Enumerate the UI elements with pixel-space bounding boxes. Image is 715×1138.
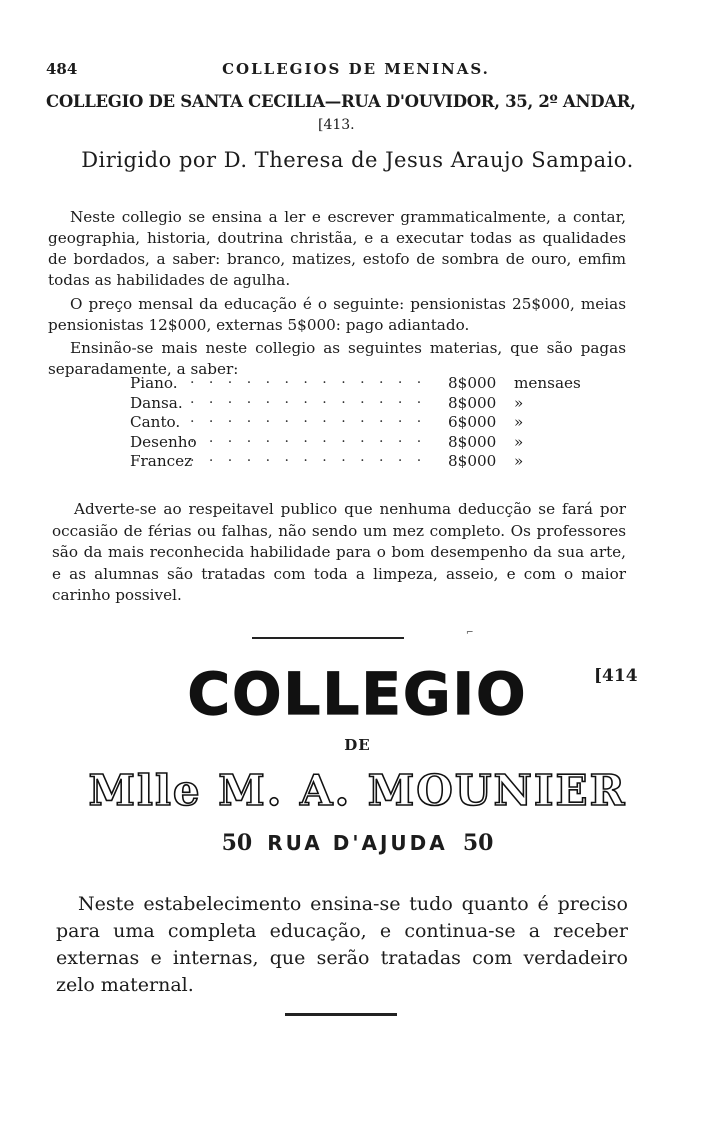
college-2-address [0,830,715,856]
fee-unit: » [514,413,524,431]
fee-unit: » [514,452,524,470]
college-1-title: COLLEGIO DE SANTA CECILIA—RUA D'OUVIDOR, 35, 2º ANDAR, [46,92,636,111]
fee-subject: Francez [130,452,193,470]
college-2-number: [414 [594,666,638,686]
fee-list [130,371,600,472]
address-number-left: 50 [221,830,253,856]
section-title: COLLEGIOS DE MENINAS. [222,60,490,78]
fee-row [130,449,600,472]
college-1-curriculum-paragraph: Neste collegio se ensina a ler e escrever grammaticalmente, a contar, geographia, historia, doutrina christãa, e a executar todas as qualidades de bordados, a saber: branco, matizes, estofo de sombra de ouro, emfim todas as habilidades de agulha. [48,208,626,290]
fee-subject: Canto. [130,413,181,431]
college-2-owner-name: Mlle M. A. MOUNIER [88,766,627,815]
closing-rule [285,1013,397,1016]
fee-unit: » [514,393,524,412]
college-2-de: DE [344,736,371,754]
college-1-notice-paragraph: Adverte-se ao respeitavel publico que nenhuma deducção se fará por occasião de férias ou falhas, não sendo um mez completo. Os professores são da mais reconhecida habilidade para o bom desempenho da sua arte, e as alumnas são tratadas com toda a limpeza, asseio, e com o maior carinho possivel. [52,500,626,605]
fee-price: 8$000 [448,432,497,451]
leader-dots: . . . . . . . . . . . . . [190,449,427,465]
college-1-extra-subjects-paragraph: Ensinão-se mais neste collegio as seguintes materias, que são pagas separadamente, a saber: [48,339,626,379]
address-number-right: 50 [462,830,494,856]
leader-dots: . . . . . . . . . . . . . [190,371,427,387]
fee-subject: Piano. [130,374,178,392]
leader-dots: . . . . . . . . . . . . . [190,390,427,407]
college-2-title: COLLEGIO [187,660,528,728]
fee-subject: Dansa. [130,393,183,412]
fee-unit: mensaes [514,374,581,392]
college-1-number: [413. [318,117,355,133]
running-head [46,60,666,82]
ornament-mark: ⌐ [466,628,474,638]
college-1-prices-paragraph: O preço mensal da educação é o seguinte: pensionistas 25$000, meias pensionistas 12$000, externas 5$000: pago adiantado. [48,295,626,335]
page-number: 484 [46,60,78,78]
fee-price: 6$000 [448,413,497,431]
section-divider [252,637,404,639]
address-street: RUA D'AJUDA [267,831,448,855]
fee-subject: Desenho [130,432,197,451]
fee-price: 8$000 [448,452,497,470]
fee-price: 8$000 [448,374,497,392]
leader-dots: . . . . . . . . . . . . . [190,410,427,426]
fee-unit: » [514,432,524,451]
leader-dots: . . . . . . . . . . . . . [190,429,427,446]
college-2-description: Neste estabelecimento ensina-se tudo quanto é preciso para uma completa educação, e continua-se a receber externas e internas, que serão tratadas com verdadeiro zelo maternal. [56,893,628,996]
college-1-director: Dirigido por D. Theresa de Jesus Araujo Sampaio. [81,148,634,172]
fee-price: 8$000 [448,393,497,412]
